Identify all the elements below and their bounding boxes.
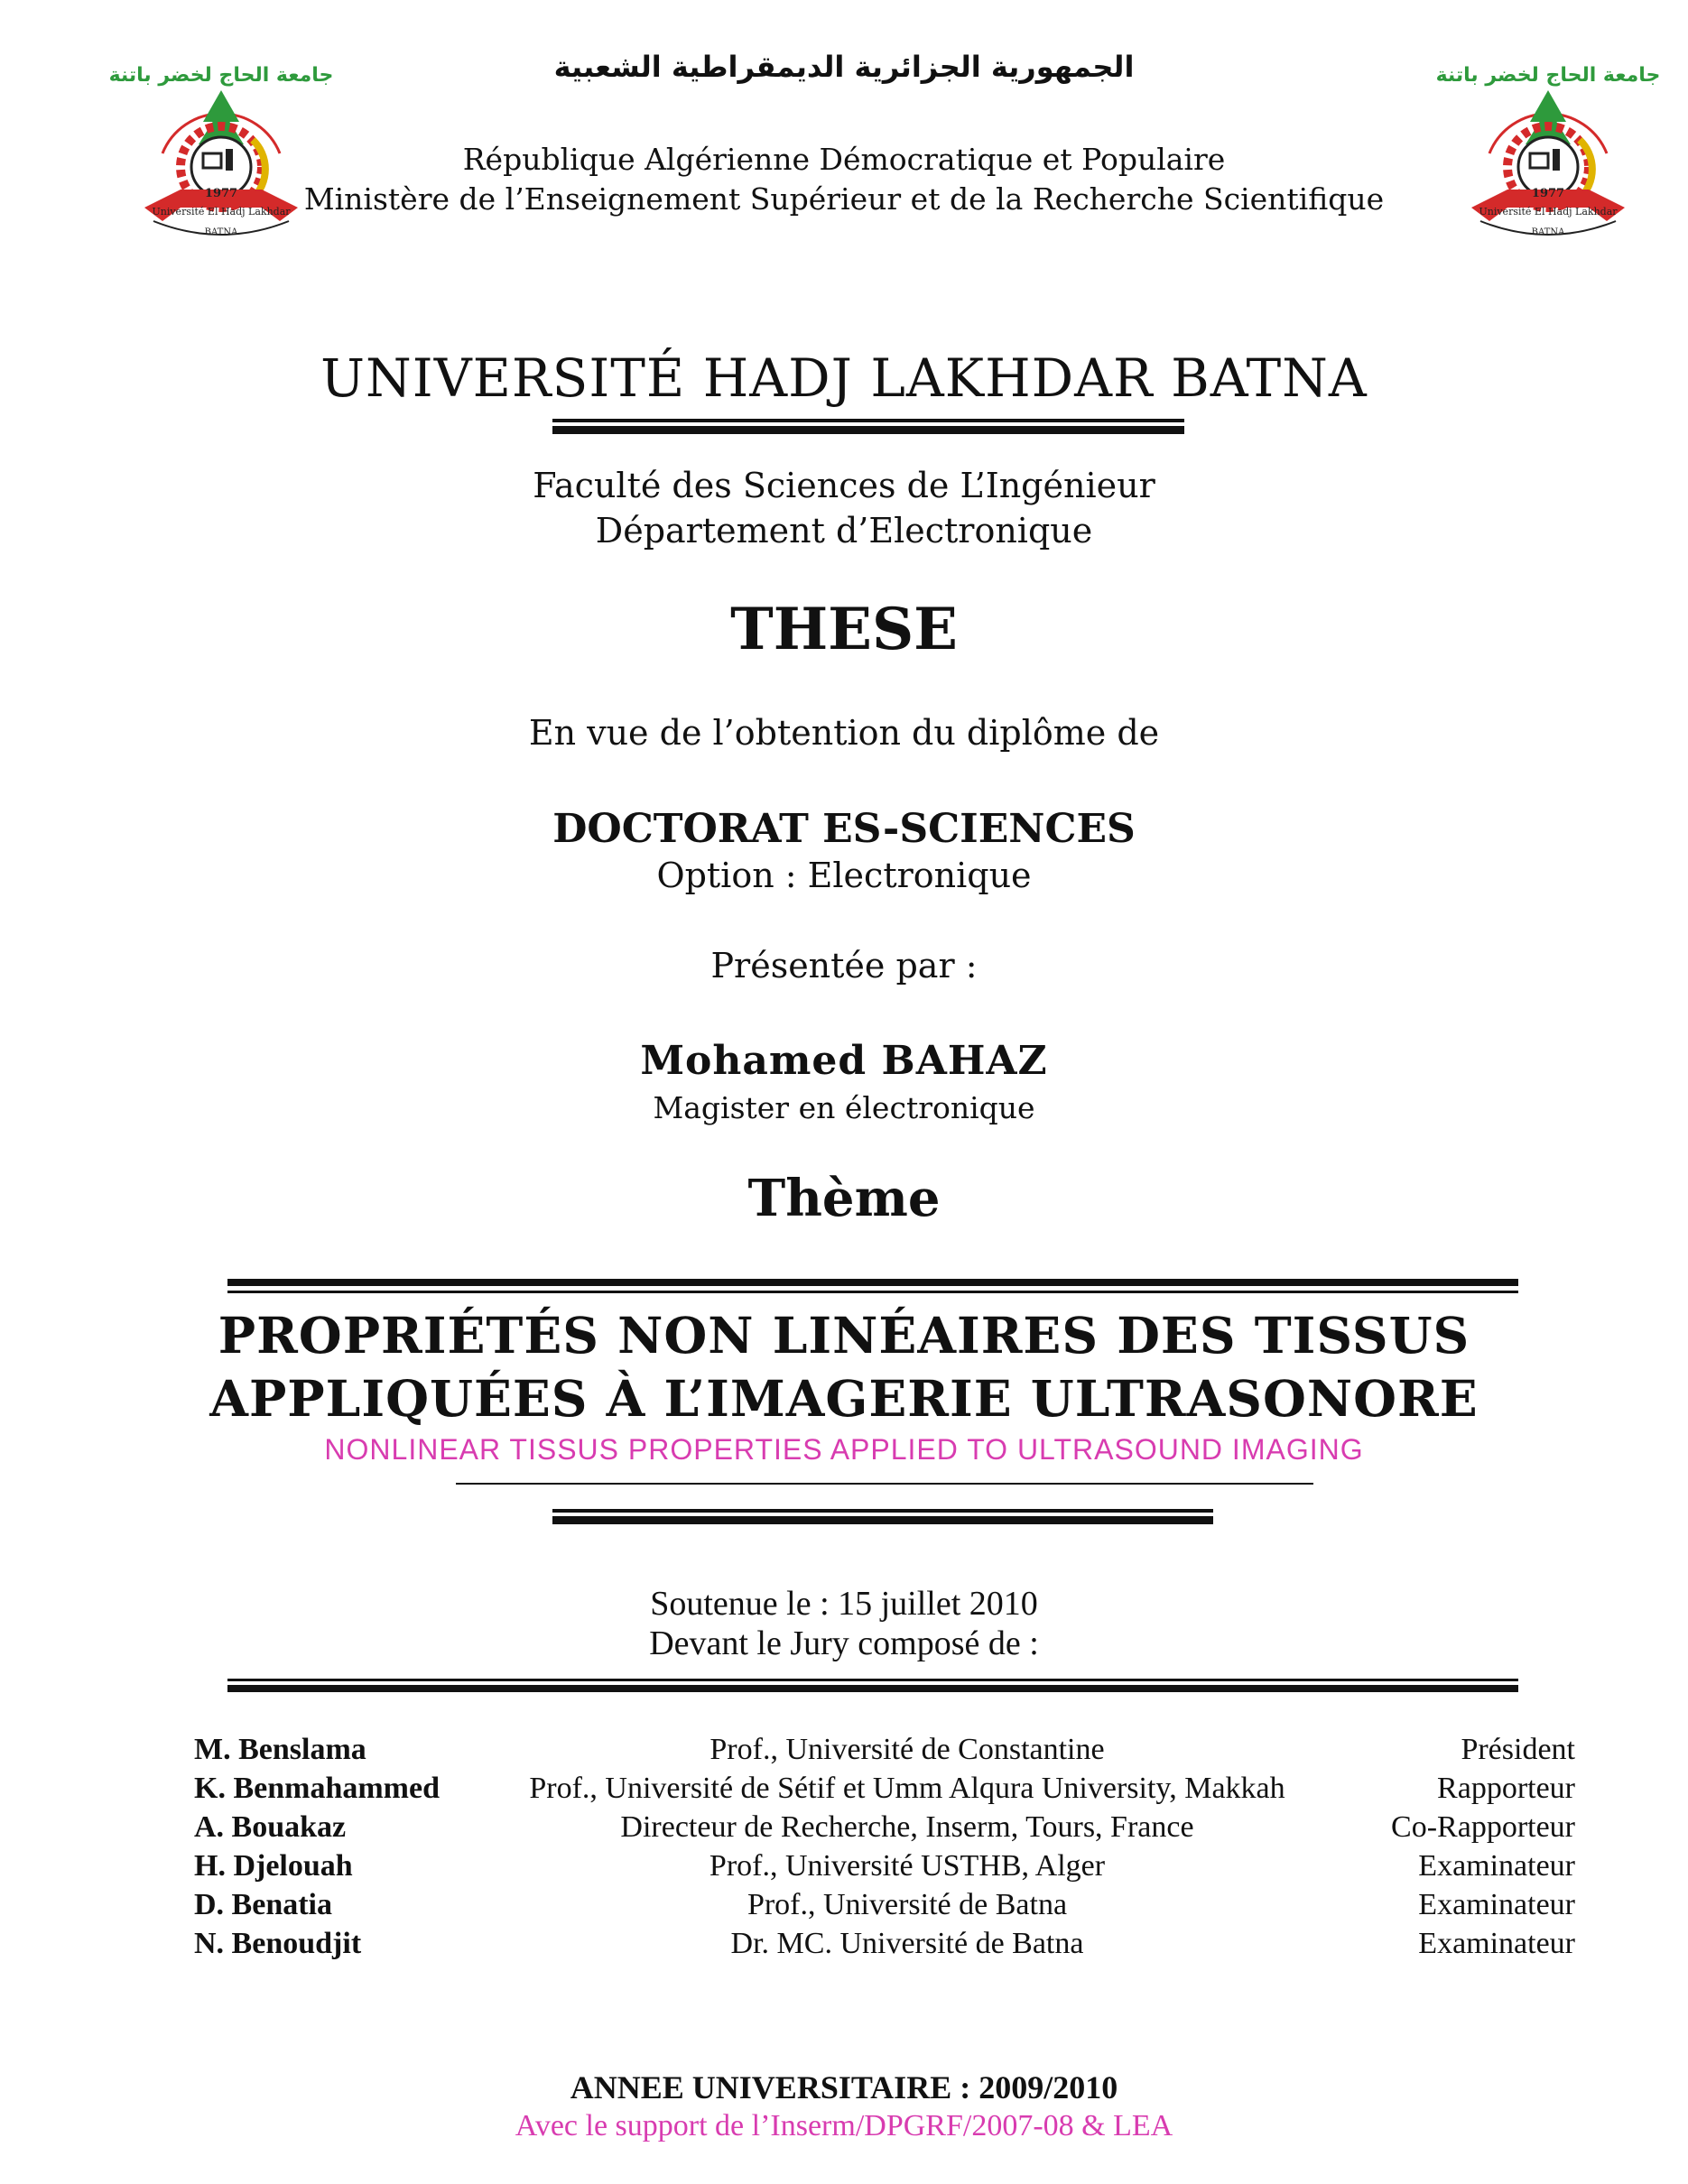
university-logo-right xyxy=(1435,54,1661,262)
theme-label: Thème xyxy=(747,1169,941,1228)
author-title: Magister en électronique xyxy=(653,1090,1035,1125)
logo-year: 1977 xyxy=(1531,187,1565,200)
logo-arc-text: جامعة الحاج لخضر باتنة xyxy=(108,64,334,87)
jury-member-affiliation: Directeur de Recherche, Inserm, Tours, France xyxy=(620,1810,1194,1844)
author-name: Mohamed BAHAZ xyxy=(640,1038,1048,1084)
jury-row xyxy=(194,1810,1575,1849)
rule-above-title-thin xyxy=(227,1291,1518,1293)
logo-ribbon: Université El Hadj Lakhdar xyxy=(152,206,291,217)
ministry-line: Ministère de l’Enseignement Supérieur et de la Recherche Scientifique xyxy=(303,181,1385,217)
logo-arc-text: جامعة الحاج لخضر باتنة xyxy=(1435,64,1661,87)
jury-member-affiliation: Prof., Université de Constantine xyxy=(710,1733,1105,1766)
rule-under-university-top xyxy=(552,419,1184,422)
presented-by: Présentée par : xyxy=(710,946,978,986)
academic-year: ANNEE UNIVERSITAIRE : 2009/2010 xyxy=(570,2069,1118,2105)
jury-row xyxy=(194,1888,1575,1927)
rule-above-title-thick xyxy=(227,1279,1518,1286)
defense-date: Soutenue le : 15 juillet 2010 xyxy=(650,1585,1038,1623)
jury-row xyxy=(194,1927,1575,1966)
jury-row xyxy=(194,1849,1575,1888)
logo-year: 1977 xyxy=(204,187,238,200)
university-name: UNIVERSITÉ HADJ LAKHDAR BATNA xyxy=(320,347,1368,409)
jury-intro: Devant le Jury composé de : xyxy=(649,1624,1039,1662)
arabic-header: الجمهورية الجزائرية الديمقراطية الشعبية xyxy=(553,50,1135,84)
department: Département d’Electronique xyxy=(595,511,1093,551)
rule-above-jury-thin xyxy=(227,1679,1518,1681)
jury-member-role: Président xyxy=(1461,1733,1575,1766)
jury-member-name: A. Bouakaz xyxy=(194,1810,347,1844)
jury-member-role: Rapporteur xyxy=(1437,1772,1575,1805)
university-logo-left xyxy=(108,54,334,262)
obtention-line: En vue de l’obtention du diplôme de xyxy=(528,713,1160,753)
jury-row xyxy=(194,1772,1575,1810)
thesis-title-line1: PROPRIÉTÉS NON LINÉAIRES DES TISSUS xyxy=(218,1306,1470,1365)
jury-member-role: Examinateur xyxy=(1418,1927,1575,1960)
jury-row xyxy=(194,1733,1575,1772)
rule-under-title-top xyxy=(552,1509,1213,1513)
jury-list xyxy=(194,1733,1575,1966)
jury-member-name: M. Benslama xyxy=(194,1733,366,1766)
logo-ribbon: Université El Hadj Lakhdar xyxy=(1479,206,1618,217)
thesis-title-english: NONLINEAR TISSUS PROPERTIES APPLIED TO ULTRASOUND IMAGING xyxy=(324,1433,1364,1466)
rule-under-title-bottom xyxy=(552,1516,1213,1524)
jury-member-affiliation: Prof., Université de Batna xyxy=(747,1888,1068,1921)
jury-member-name: H. Djelouah xyxy=(194,1849,353,1883)
jury-member-affiliation: Prof., Université de Sétif et Umm Alqura University, Makkah xyxy=(529,1772,1285,1805)
faculty: Faculté des Sciences de L’Ingénieur xyxy=(533,466,1155,505)
jury-member-name: D. Benatia xyxy=(194,1888,332,1921)
jury-member-name: K. Benmahammed xyxy=(194,1772,440,1805)
republic-line: République Algérienne Démocratique et Populaire xyxy=(462,142,1226,177)
rule-under-english-title xyxy=(456,1483,1313,1485)
logo-city: BATNA xyxy=(1531,227,1565,237)
thesis-label: THESE xyxy=(730,596,958,663)
rule-under-university-bottom xyxy=(552,426,1184,434)
jury-member-affiliation: Prof., Université USTHB, Alger xyxy=(709,1849,1106,1883)
support-line: Avec le support de l’Inserm/DPGRF/2007-08 & LEA xyxy=(515,2109,1173,2142)
option: Option : Electronique xyxy=(656,856,1032,895)
thesis-title-line2: APPLIQUÉES À L’IMAGERIE ULTRASONORE xyxy=(209,1369,1479,1428)
rule-above-jury-thick xyxy=(227,1685,1518,1692)
logo-city: BATNA xyxy=(204,227,238,237)
jury-member-role: Co-Rapporteur xyxy=(1391,1810,1575,1844)
degree: DOCTORAT ES-SCIENCES xyxy=(552,806,1136,852)
jury-member-role: Examinateur xyxy=(1418,1888,1575,1921)
jury-member-role: Examinateur xyxy=(1418,1849,1575,1883)
jury-member-affiliation: Dr. MC. Université de Batna xyxy=(730,1927,1084,1960)
jury-member-name: N. Benoudjit xyxy=(194,1927,362,1960)
